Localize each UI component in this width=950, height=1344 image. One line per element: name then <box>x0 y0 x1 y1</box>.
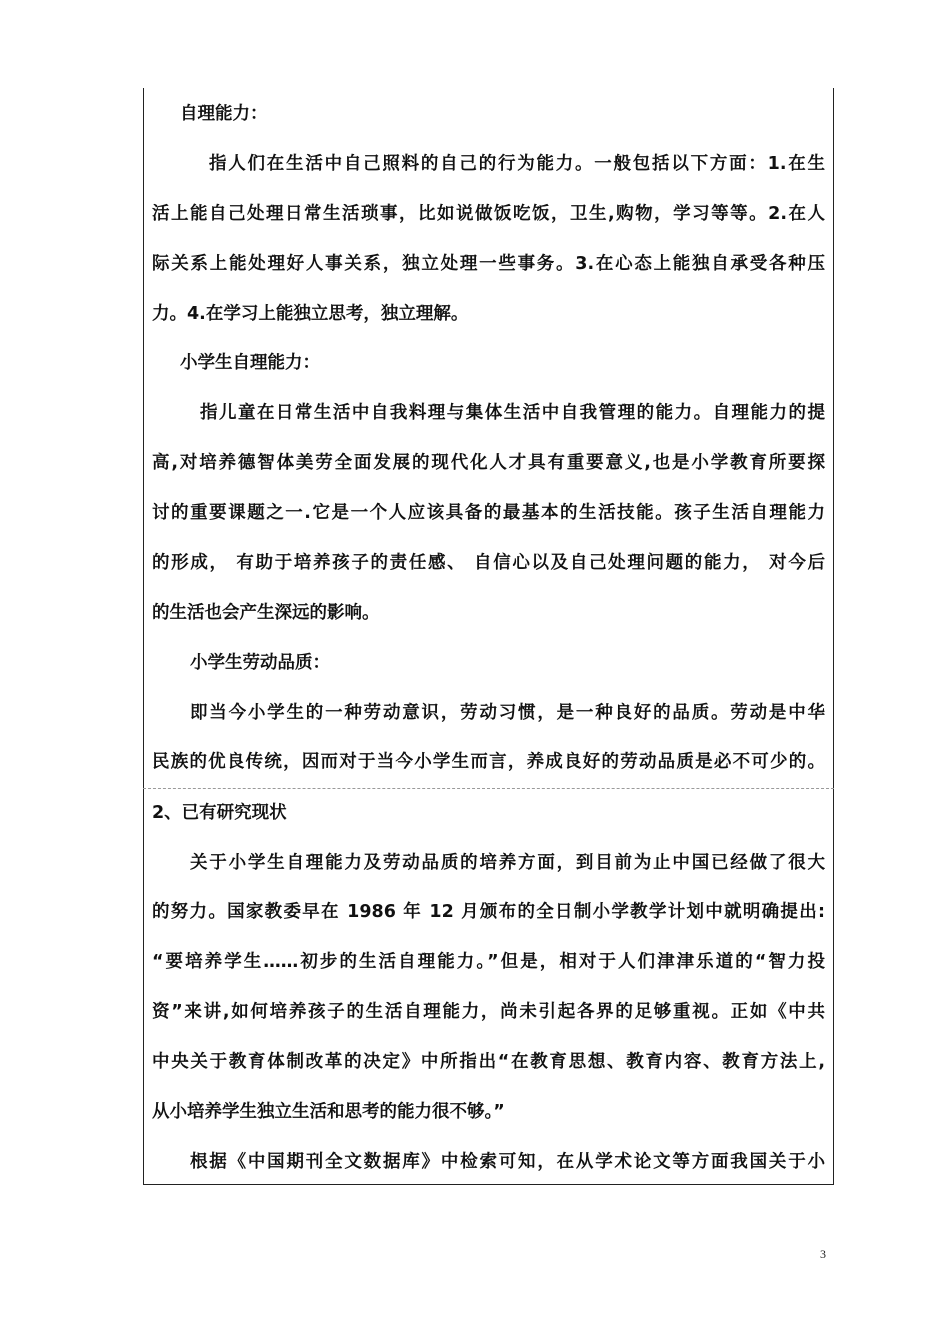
heading-pupil-labor-quality: 小学生劳动品质： <box>190 653 330 673</box>
paragraph-line: 际关系上能处理好人事关系，独立处理一些事务。3.在心态上能独自承受各种压 <box>152 254 825 274</box>
paragraph-line: 力。4.在学习上能独立思考，独立理解。 <box>152 304 469 324</box>
heading-self-care-ability: 自理能力： <box>180 104 268 124</box>
paragraph-line: 活上能自己处理日常生活琐事，比如说做饭吃饭，卫生,购物，学习等等。2.在人 <box>152 204 825 224</box>
paragraph-line: “要培养学生……初步的生活自理能力。”但是，相对于人们津津乐道的“智力投 <box>152 952 825 972</box>
paragraph-line: 根据《中国期刊全文数据库》中检索可知，在从学术论文等方面我国关于小 <box>190 1152 825 1172</box>
paragraph-line: 的生活也会产生深远的影响。 <box>152 603 380 623</box>
paragraph-line: 即当今小学生的一种劳动意识，劳动习惯，是一种良好的品质。劳动是中华 <box>190 703 825 723</box>
paragraph-line: 的形成， 有助于培养孩子的责任感、 自信心以及自己处理问题的能力， 对今后 <box>152 553 825 573</box>
paragraph-line: 的努力。国家教委早在 1986 年 12 月颁布的全日制小学教学计划中就明确提出: <box>152 902 825 922</box>
paragraph-line: 指儿童在日常生活中自我料理与集体生活中自我管理的能力。自理能力的提 <box>200 403 825 423</box>
heading-pupil-self-care-ability: 小学生自理能力： <box>180 353 320 373</box>
paragraph-line: 关于小学生自理能力及劳动品质的培养方面，到目前为止中国已经做了很大 <box>190 853 825 873</box>
paragraph-line: 讨的重要课题之一.它是一个人应该具备的最基本的生活技能。孩子生活自理能力 <box>152 503 825 523</box>
paragraph-line: 民族的优良传统，因而对于当今小学生而言，养成良好的劳动品质是必不可少的。 <box>152 752 825 772</box>
paragraph-line: 指人们在生活中自己照料的自己的行为能力。一般包括以下方面：1.在生 <box>209 154 825 174</box>
section-heading-research-status: 2、已有研究现状 <box>152 803 287 823</box>
paragraph-line: 资”来讲,如何培养孩子的生活自理能力，尚未引起各界的足够重视。正如《中共 <box>152 1002 825 1022</box>
paragraph-line: 中央关于教育体制改革的决定》中所指出“在教育思想、教育内容、教育方法上, <box>152 1052 825 1072</box>
table-row-divider <box>143 788 834 789</box>
paragraph-line: 从小培养学生独立生活和思考的能力很不够。” <box>152 1102 505 1122</box>
page-number: 3 <box>820 1247 826 1261</box>
paragraph-line: 高,对培养德智体美劳全面发展的现代化人才具有重要意义,也是小学教育所要探 <box>152 453 825 473</box>
